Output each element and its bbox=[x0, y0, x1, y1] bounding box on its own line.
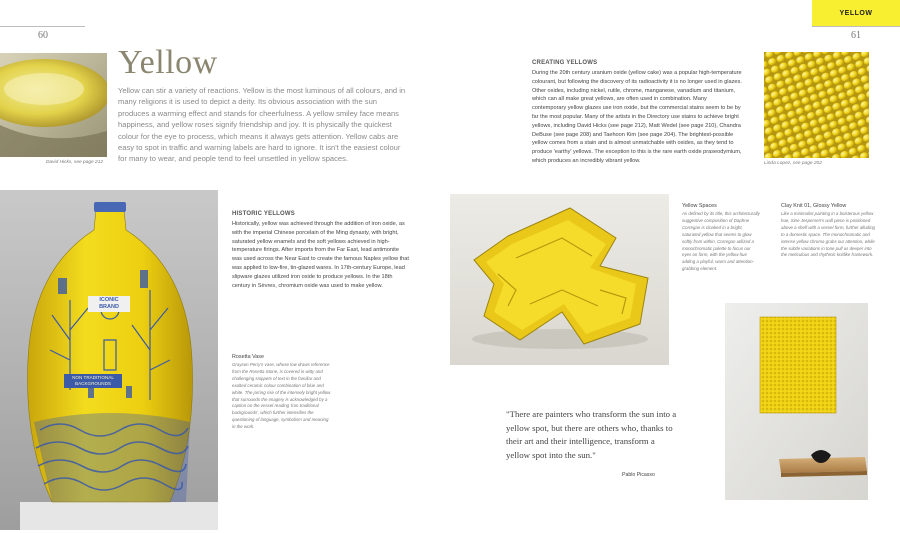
hicks-photo bbox=[0, 53, 107, 157]
creating-yellows-text: During the 20th century uranium oxide (yellow cake) was a popular high-temperature colourant, but following the discovery of its radioactivity it is no longer used in glazes. Other oxides, including nickel, rutile, chrome, manganese, vanadium and titanium, which can all make great yellows, are often used in combination. Many contemporary yellow glazes use iron oxide, but the commercial stains seem to be by far the most popular. Many of the artists in the Directory use stains to achieve bright yellows, including David Hicks (see page 212), Matt Wedel (see page 210), Chandra DeBuse (see page 208) and Taehoon Kim (see page 204). The brightest-possible yellow comes from a stain and is almost unmatchable with oxides, as they tend to produce 'earthy' yellows. The exception to this is the rare earth oxide praseodymium, which produces an incredibly vibrant yellow. bbox=[532, 70, 742, 164]
quote-source: Pablo Picasso bbox=[622, 472, 655, 478]
rosetta-vase-text: Grayson Perry's vase, whose low draws reference from the Rosetta Stone, is covered in witty and challenging snippets of text in the familiar and exalted ceramic colour combination of blue and white. The jarring rise of the intensely bright yellow that surrounds the imagery is acknowledged by a caption on the vessel reading 'iron traditional backgrounds', which further intensifies the questioning of language, symbolism and meaning in the work. bbox=[232, 362, 331, 430]
page-title: Yellow bbox=[118, 44, 218, 81]
top-rule-left bbox=[0, 26, 85, 27]
historic-yellows-heading: HISTORIC YELLOWS bbox=[232, 211, 295, 217]
page-number-right: 61 bbox=[851, 30, 861, 41]
intro-text: Yellow can stir a variety of reactions. Yellow is the most luminous of all colours, and in many religions it is used to depict a deity. Its obvious association with the sun produces a warming effect and stands for cheerfulness. A yellow smiley face means happiness, and yellow roses signify friendship and joy. It is physically the quickest colour for the eye to process, which means it always gets attention. Yellow cabs are easy to spot in traffic and warning labels are hard to ignore. It isn't the easiest colour for many to wear, and people tend to feel unsettled in yellow spaces. bbox=[118, 86, 406, 164]
historic-yellows-text: Historically, yellow was achieved through the addition of iron oxide, as with the imperial Chinese porcelain of the Ming dynasty, with bright, saturated yellow enamels and the soft yellows achieved in high-temperature firings. After imports from the Far East, lead antimonite was used across the Near East to create the famous Naples yellow that was applied to low-fire, tin-glazed wares. In 17th-century Europe, lead slipware glazes utilized iron oxide to produce yellows. In the 18th century in Sèvres, chromium oxide was used to make yellow. bbox=[232, 221, 409, 289]
yellow-spaces-text: As defined by its title, this architecturally suggestive composition of Daphne Corregan is cloaked in a bright, saturated yellow that seems to glow softly from within. Corregan utilized a monochromatic palette to focus our eyes on form, with the yellow hue adding a playful, warm and attention-grabbing element. bbox=[682, 211, 760, 272]
lopez-caption: Linda Lopez, see page 202 bbox=[764, 161, 822, 166]
vase-label-trad: NON TRADITIONAL BACKGROUNDS bbox=[64, 374, 122, 388]
page-number-left: 60 bbox=[38, 30, 48, 41]
rosetta-vase-photo bbox=[0, 190, 218, 530]
yellow-spaces-photo bbox=[450, 194, 669, 365]
hicks-caption: David Hicks, see page 212 bbox=[46, 160, 104, 165]
section-tab: YELLOW bbox=[812, 0, 900, 26]
clay-knit-photo bbox=[725, 303, 868, 500]
creating-yellows-heading: CREATING YELLOWS bbox=[532, 60, 598, 66]
lopez-photo bbox=[764, 52, 869, 158]
top-rule-right bbox=[812, 26, 900, 27]
clay-knit-title: Clay Knit 01, Glossy Yellow bbox=[781, 203, 847, 209]
clay-knit-text: Like a minimalist painting in a boisterous yellow hue, Sine Jespersen's wall piece is positioned above a shelf with a vessel form, further alluding to a domestic space. The monochromatic and intense yellow chroma grabs our attention, while the subtle variations in tone pull us deeper into the meticulous and rhythmic knitlike framework. bbox=[781, 211, 875, 258]
picasso-quote: "There are painters who transform the sun into a yellow spot, but there are others who, thanks to their art and their intelligence, transform a yellow spot into the sun." bbox=[506, 409, 677, 460]
rosetta-vase-title: Rosetta Vase bbox=[232, 354, 264, 360]
yellow-spaces-title: Yellow Spaces bbox=[682, 203, 717, 209]
vase-label-brand: ICONIC BRAND bbox=[88, 296, 130, 312]
